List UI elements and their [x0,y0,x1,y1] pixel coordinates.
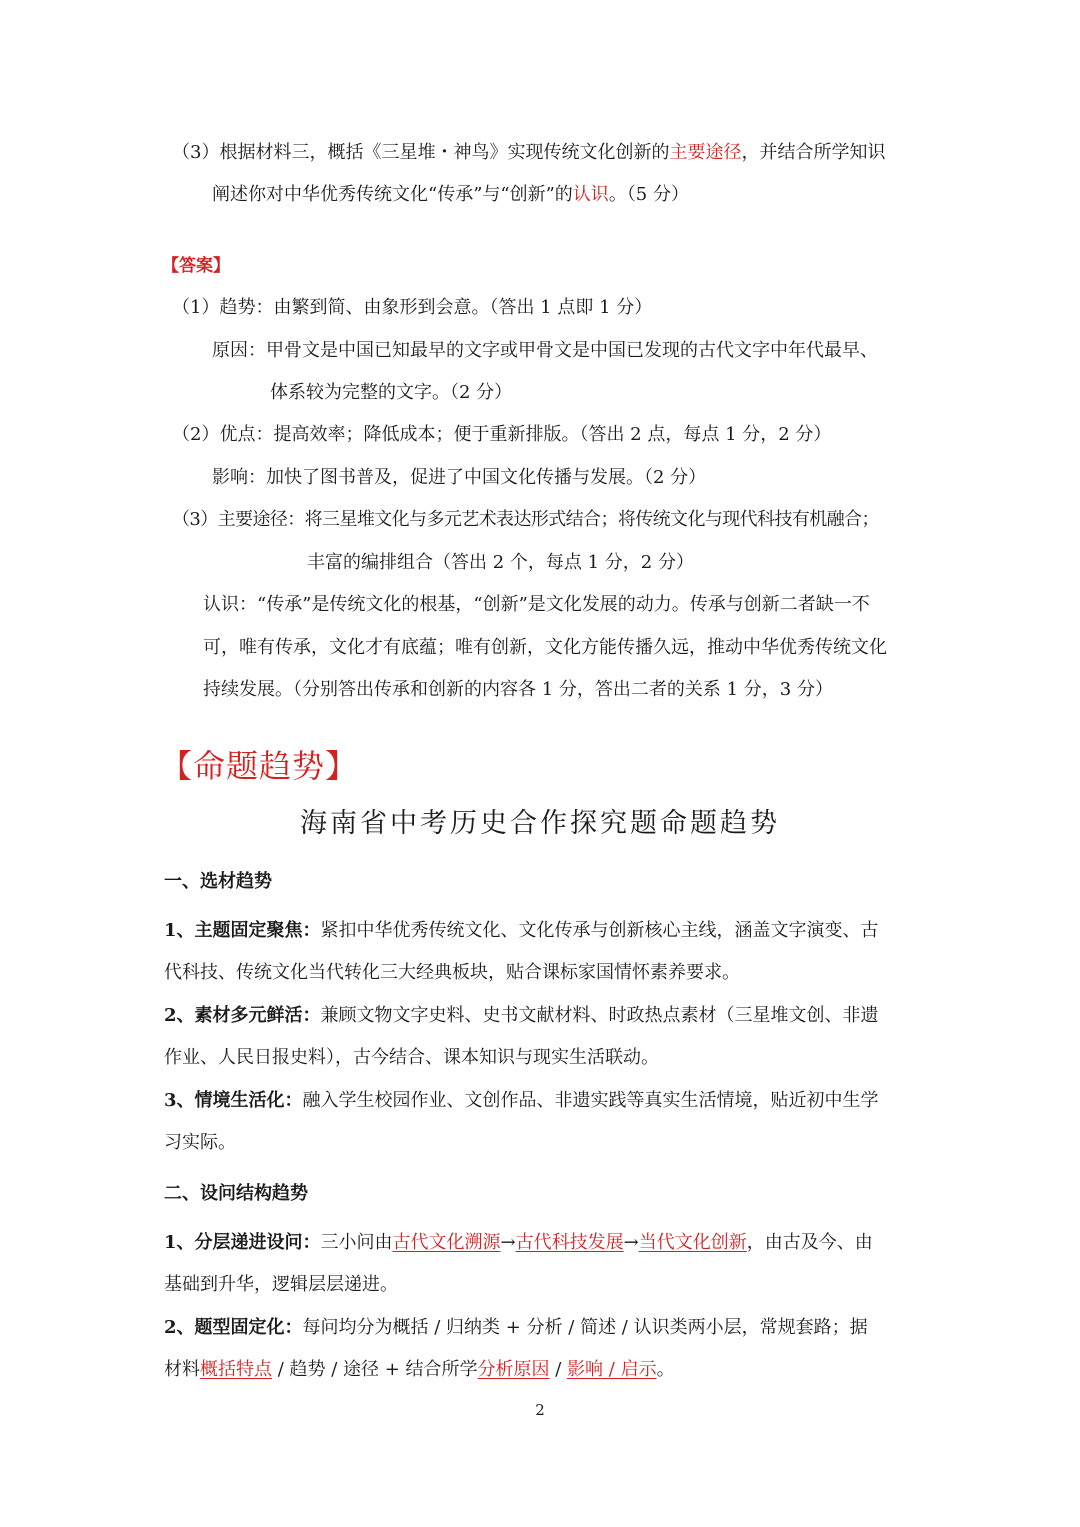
item-body: 融入学生校园作业、文创作品、非遗实践等真实生活情境，贴近初中生学 [302,1090,879,1111]
item-head: 1、分层递进设问： [164,1232,321,1253]
question-text: ，并结合所学知识 [741,142,886,163]
highlight-keyword: 影响 / 启示 [567,1359,657,1380]
item-body: 兼顾文物文字史料、史书文献材料、时政热点素材（三星堆文创、非遗 [320,1005,879,1026]
section-1-item-3 [164,1087,879,1115]
highlight-keyword: 当代文化创新 [638,1232,747,1253]
section-1-item-2-line-2: 作业、人民日报史料），古今结合、课本知识与现实生活联动。 [164,1047,659,1068]
section-2-item-2 [164,1314,868,1342]
section-1-heading: 一、选材趋势 [164,871,272,892]
highlight-keyword: 认识 [572,184,609,205]
answer-1-line-2: 原因：甲骨文是中国已知最早的文字或甲骨文是中国已发现的古代文字中年代最早、 [212,340,878,361]
section-1-item-2 [164,1002,879,1030]
section-2-item-2-line-2 [164,1356,675,1384]
item-body: 每问均分为概括 / 归纳类 + 分析 / 简述 / 认识类两小层，常规套路；据 [302,1317,868,1338]
answer-3-line-2: 丰富的编排组合（答出 2 个，每点 1 分，2 分） [307,552,694,573]
item-head: 1、主题固定聚焦： [164,920,321,941]
item-body: 紧扣中华优秀传统文化、文化传承与创新核心主线，涵盖文字演变、古 [320,920,879,941]
trend-title: 海南省中考历史合作探究题命题趋势 [300,808,780,839]
question-3-line-2 [212,181,689,209]
answer-1-line-1: （1）趋势：由繁到简、由象形到会意。（答出 1 点即 1 分） [172,297,653,318]
section-2-heading: 二、设问结构趋势 [164,1183,308,1204]
arrow-icon: → [623,1232,639,1253]
answer-3-line-1: （3）主要途径：将三星堆文化与多元艺术表达形式结合；将传统文化与现代科技有机融合； [172,509,879,530]
trend-tag: 【命题趋势】 [160,747,359,785]
answer-3-line-4: 可，唯有传承，文化才有底蕴；唯有创新，文化方能传播久远，推动中华优秀传统文化 [203,637,887,658]
section-1-item-3-line-2: 习实际。 [164,1132,236,1153]
question-text: 阐述你对中华优秀传统文化“传承”与“创新”的 [212,184,573,205]
section-1-item-1-line-2: 代科技、传统文化当代转化三大经典板块，贴合课标家国情怀素养要求。 [164,962,740,983]
highlight-keyword: 主要途径 [669,142,742,163]
item-head: 2、题型固定化： [164,1317,303,1338]
item-body: 三小问由 [320,1232,393,1253]
highlight-keyword: 分析原因 [477,1359,550,1380]
answer-2-line-1: （2）优点：提高效率；降低成本；便于重新排版。（答出 2 点，每点 1 分，2 分） [172,424,832,445]
highlight-keyword: 古代文化溯源 [392,1232,501,1253]
item-body: 。 [656,1359,675,1380]
answer-2-line-2: 影响：加快了图书普及，促进了中国文化传播与发展。（2 分） [212,467,707,488]
item-body: / 趋势 / 途径 + 结合所学 [272,1359,478,1380]
arrow-icon: → [500,1232,516,1253]
question-3-line-1 [172,139,885,167]
item-head: 3、情境生活化： [164,1090,303,1111]
item-body: ，由古及今、由 [746,1232,873,1253]
page-number: 2 [535,1401,545,1419]
item-body: / [549,1359,568,1380]
question-text: （3）根据材料三，概括《三星堆・神鸟》实现传统文化创新的 [172,142,670,163]
item-head: 2、素材多元鲜活： [164,1005,321,1026]
question-text: 。（5 分） [608,184,689,205]
answer-1-line-3: 体系较为完整的文字。（2 分） [270,382,513,403]
item-body: 材料 [164,1359,200,1380]
section-2-item-1 [164,1229,873,1257]
highlight-keyword: 概括特点 [200,1359,272,1380]
answer-3-line-5: 持续发展。（分别答出传承和创新的内容各 1 分，答出二者的关系 1 分，3 分） [203,679,833,700]
answer-tag: 【答案】 [162,256,230,276]
highlight-keyword: 古代科技发展 [515,1232,624,1253]
answer-3-line-3: 认识：“传承”是传统文化的根基，“创新”是文化发展的动力。传承与创新二者缺一不 [203,594,870,615]
section-1-item-1 [164,917,879,945]
section-2-item-1-line-2: 基础到升华，逻辑层层递进。 [164,1274,398,1295]
